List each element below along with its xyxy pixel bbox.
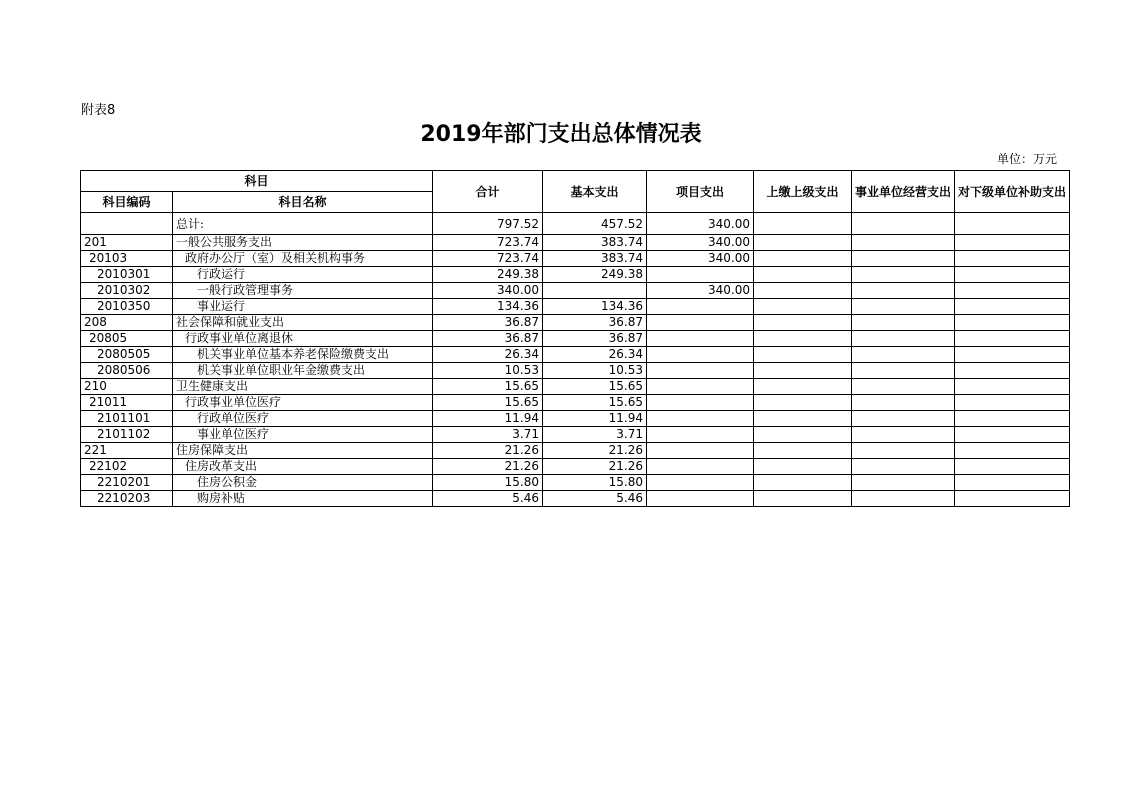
row-upper-cell: [754, 411, 852, 427]
row-total-cell: 3.71: [433, 427, 543, 443]
basic-column-header: 基本支出: [543, 171, 647, 213]
row-basic-cell: 15.65: [543, 395, 647, 411]
row-total-cell: 26.34: [433, 347, 543, 363]
row-basic-cell: 21.26: [543, 459, 647, 475]
total-code-cell: [81, 213, 173, 235]
row-project-cell: [647, 427, 754, 443]
row-code-cell: 2010302: [81, 283, 173, 299]
row-basic-cell: 383.74: [543, 251, 647, 267]
row-total-cell: 723.74: [433, 251, 543, 267]
unit-label: 单位：万元: [996, 152, 1057, 166]
row-code-cell: 2010301: [81, 267, 173, 283]
row-business-cell: [852, 331, 955, 347]
table-row: [81, 267, 1070, 283]
row-total-cell: 11.94: [433, 411, 543, 427]
row-total-cell: 21.26: [433, 459, 543, 475]
row-subsidy-cell: [955, 475, 1070, 491]
row-name-cell: 住房改革支出: [173, 459, 433, 475]
row-basic-cell: 134.36: [543, 299, 647, 315]
row-upper-cell: [754, 299, 852, 315]
row-subsidy-cell: [955, 331, 1070, 347]
table-row: [81, 427, 1070, 443]
row-name-cell: 行政事业单位离退休: [173, 331, 433, 347]
row-basic-cell: 36.87: [543, 315, 647, 331]
row-name-cell: 行政运行: [173, 267, 433, 283]
row-project-cell: [647, 379, 754, 395]
attachment-label: 附表8: [81, 103, 116, 118]
row-basic-cell: [543, 283, 647, 299]
row-project-cell: 340.00: [647, 283, 754, 299]
table-row: [81, 315, 1070, 331]
row-project-cell: [647, 459, 754, 475]
row-upper-cell: [754, 235, 852, 251]
row-business-cell: [852, 347, 955, 363]
row-business-cell: [852, 363, 955, 379]
row-upper-cell: [754, 347, 852, 363]
row-project-cell: [647, 315, 754, 331]
total-basic-cell: 457.52: [543, 213, 647, 235]
row-subsidy-cell: [955, 427, 1070, 443]
row-basic-cell: 249.38: [543, 267, 647, 283]
row-basic-cell: 15.80: [543, 475, 647, 491]
table-row: [81, 347, 1070, 363]
row-name-cell: 行政单位医疗: [173, 411, 433, 427]
total-upper-cell: [754, 213, 852, 235]
row-code-cell: 210: [81, 379, 173, 395]
row-subsidy-cell: [955, 267, 1070, 283]
row-upper-cell: [754, 491, 852, 507]
row-name-cell: 住房保障支出: [173, 443, 433, 459]
table-row: [81, 459, 1070, 475]
row-code-cell: 20103: [81, 251, 173, 267]
row-project-cell: [647, 347, 754, 363]
row-basic-cell: 5.46: [543, 491, 647, 507]
row-name-cell: 住房公积金: [173, 475, 433, 491]
row-total-cell: 134.36: [433, 299, 543, 315]
row-project-cell: [647, 475, 754, 491]
row-upper-cell: [754, 475, 852, 491]
row-project-cell: 340.00: [647, 235, 754, 251]
name-column-header: 科目名称: [173, 192, 433, 213]
code-column-header: 科目编码: [81, 192, 173, 213]
row-total-cell: 15.65: [433, 395, 543, 411]
row-upper-cell: [754, 443, 852, 459]
row-project-cell: [647, 267, 754, 283]
row-project-cell: [647, 363, 754, 379]
row-upper-cell: [754, 315, 852, 331]
row-basic-cell: 383.74: [543, 235, 647, 251]
row-business-cell: [852, 427, 955, 443]
table-row: [81, 379, 1070, 395]
row-total-cell: 249.38: [433, 267, 543, 283]
row-business-cell: [852, 491, 955, 507]
row-code-cell: 2010350: [81, 299, 173, 315]
row-total-cell: 10.53: [433, 363, 543, 379]
row-total-cell: 36.87: [433, 315, 543, 331]
row-code-cell: 2210201: [81, 475, 173, 491]
row-name-cell: 卫生健康支出: [173, 379, 433, 395]
row-subsidy-cell: [955, 251, 1070, 267]
row-basic-cell: 36.87: [543, 331, 647, 347]
row-total-cell: 340.00: [433, 283, 543, 299]
row-business-cell: [852, 411, 955, 427]
table-row: [81, 251, 1070, 267]
row-basic-cell: 26.34: [543, 347, 647, 363]
row-subsidy-cell: [955, 379, 1070, 395]
row-total-cell: 5.46: [433, 491, 543, 507]
row-project-cell: [647, 443, 754, 459]
row-business-cell: [852, 459, 955, 475]
row-business-cell: [852, 283, 955, 299]
row-subsidy-cell: [955, 235, 1070, 251]
row-code-cell: 208: [81, 315, 173, 331]
row-subsidy-cell: [955, 363, 1070, 379]
table-row: [81, 443, 1070, 459]
row-basic-cell: 11.94: [543, 411, 647, 427]
row-project-cell: [647, 395, 754, 411]
row-business-cell: [852, 267, 955, 283]
row-code-cell: 221: [81, 443, 173, 459]
table-row: [81, 491, 1070, 507]
row-subsidy-cell: [955, 459, 1070, 475]
row-subsidy-cell: [955, 443, 1070, 459]
row-subsidy-cell: [955, 411, 1070, 427]
row-basic-cell: 3.71: [543, 427, 647, 443]
row-total-cell: 723.74: [433, 235, 543, 251]
table-row: [81, 363, 1070, 379]
row-business-cell: [852, 251, 955, 267]
row-code-cell: 2101101: [81, 411, 173, 427]
row-basic-cell: 21.26: [543, 443, 647, 459]
row-name-cell: 政府办公厅（室）及相关机构事务: [173, 251, 433, 267]
subsidy-column-header: 对下级单位补助支出: [955, 171, 1070, 213]
total-total-cell: 797.52: [433, 213, 543, 235]
row-upper-cell: [754, 427, 852, 443]
row-total-cell: 15.65: [433, 379, 543, 395]
row-business-cell: [852, 475, 955, 491]
row-upper-cell: [754, 331, 852, 347]
row-upper-cell: [754, 283, 852, 299]
row-code-cell: 22102: [81, 459, 173, 475]
row-upper-cell: [754, 395, 852, 411]
row-code-cell: 2080505: [81, 347, 173, 363]
row-total-cell: 21.26: [433, 443, 543, 459]
row-code-cell: 201: [81, 235, 173, 251]
total-row: [81, 213, 1070, 235]
table-row: [81, 235, 1070, 251]
row-upper-cell: [754, 267, 852, 283]
row-subsidy-cell: [955, 299, 1070, 315]
row-basic-cell: 10.53: [543, 363, 647, 379]
row-code-cell: 2210203: [81, 491, 173, 507]
row-name-cell: 行政事业单位医疗: [173, 395, 433, 411]
row-name-cell: 事业运行: [173, 299, 433, 315]
subject-group-header: 科目: [81, 171, 433, 192]
row-project-cell: [647, 331, 754, 347]
total-name-cell: 总计:: [173, 213, 433, 235]
upper-column-header: 上缴上级支出: [754, 171, 852, 213]
row-name-cell: 购房补贴: [173, 491, 433, 507]
row-code-cell: 21011: [81, 395, 173, 411]
table-row: [81, 411, 1070, 427]
row-name-cell: 社会保障和就业支出: [173, 315, 433, 331]
table-row: [81, 395, 1070, 411]
page-title: 2019年部门支出总体情况表: [420, 122, 702, 147]
row-subsidy-cell: [955, 283, 1070, 299]
row-business-cell: [852, 443, 955, 459]
row-subsidy-cell: [955, 347, 1070, 363]
row-business-cell: [852, 379, 955, 395]
row-upper-cell: [754, 459, 852, 475]
row-project-cell: [647, 411, 754, 427]
row-subsidy-cell: [955, 315, 1070, 331]
row-subsidy-cell: [955, 395, 1070, 411]
row-name-cell: 机关事业单位职业年金缴费支出: [173, 363, 433, 379]
business-column-header: 事业单位经营支出: [852, 171, 955, 213]
row-project-cell: [647, 299, 754, 315]
row-name-cell: 机关事业单位基本养老保险缴费支出: [173, 347, 433, 363]
row-subsidy-cell: [955, 491, 1070, 507]
row-code-cell: 2101102: [81, 427, 173, 443]
total-project-cell: 340.00: [647, 213, 754, 235]
total-subsidy-cell: [955, 213, 1070, 235]
row-total-cell: 36.87: [433, 331, 543, 347]
table-row: [81, 331, 1070, 347]
table-row: [81, 475, 1070, 491]
row-name-cell: 一般行政管理事务: [173, 283, 433, 299]
row-basic-cell: 15.65: [543, 379, 647, 395]
row-project-cell: [647, 491, 754, 507]
row-code-cell: 20805: [81, 331, 173, 347]
row-name-cell: 事业单位医疗: [173, 427, 433, 443]
expenditure-table: [80, 170, 1070, 507]
total-column-header: 合计: [433, 171, 543, 213]
row-business-cell: [852, 395, 955, 411]
table-row: [81, 283, 1070, 299]
row-upper-cell: [754, 251, 852, 267]
row-upper-cell: [754, 363, 852, 379]
row-business-cell: [852, 235, 955, 251]
row-upper-cell: [754, 379, 852, 395]
row-code-cell: 2080506: [81, 363, 173, 379]
row-total-cell: 15.80: [433, 475, 543, 491]
row-business-cell: [852, 299, 955, 315]
total-business-cell: [852, 213, 955, 235]
row-name-cell: 一般公共服务支出: [173, 235, 433, 251]
row-project-cell: 340.00: [647, 251, 754, 267]
row-business-cell: [852, 315, 955, 331]
table-row: [81, 299, 1070, 315]
project-column-header: 项目支出: [647, 171, 754, 213]
